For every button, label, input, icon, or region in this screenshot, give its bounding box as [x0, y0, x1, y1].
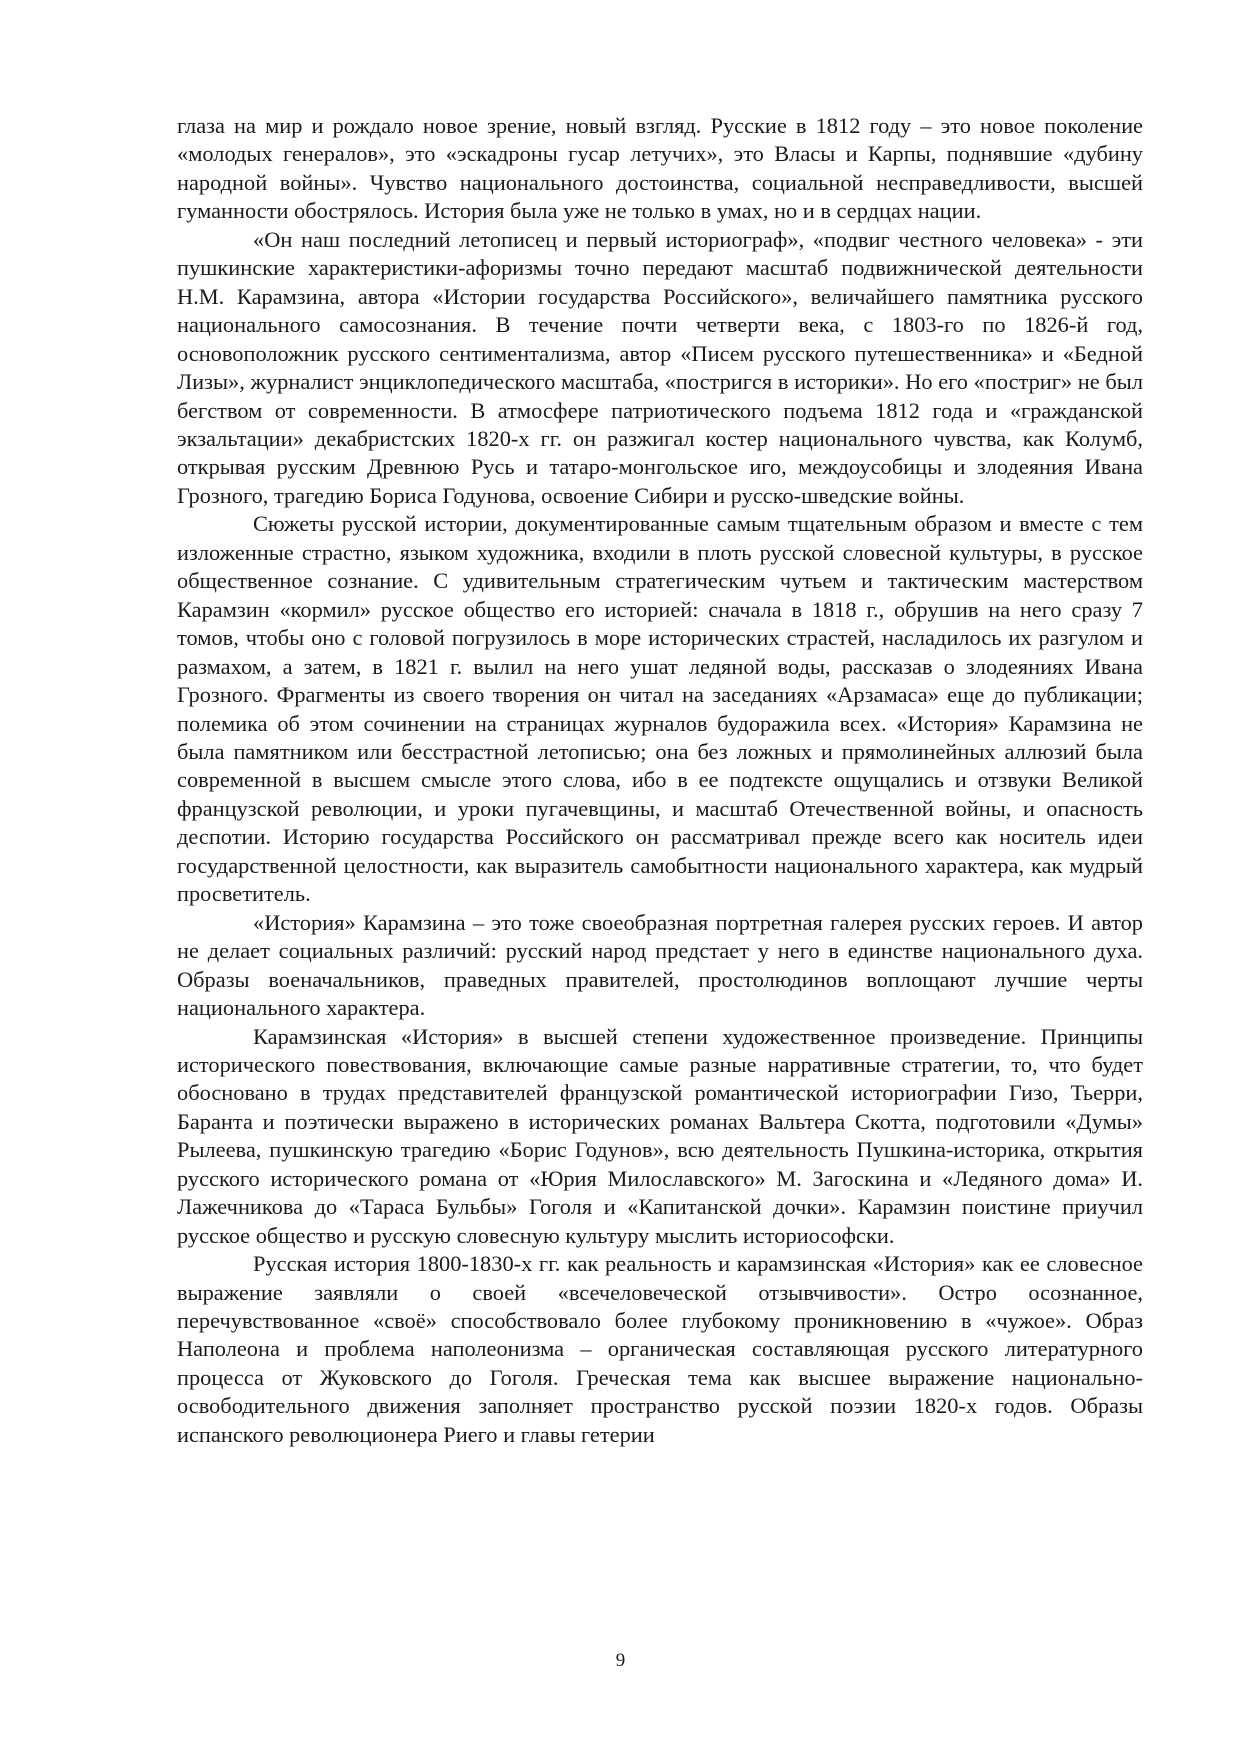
paragraph: глаза на мир и рождало новое зрение, новый взгляд. Русские в 1812 году – это новое поколение «молодых генералов», это «эскадроны гусар летучих», это Власы и Карпы, поднявшие «дубину народной войны». Чувство национального достоинства, социальной несправедливости, высшей гуманности обострялось. История была уже не только в умах, но и в сердцах нации. — [177, 113, 1143, 224]
page-number: 9 — [615, 1650, 626, 1671]
paragraph: «История» Карамзина – это тоже своеобразная портретная галерея русских героев. И автор не делает социальных различий: русский народ предстает у него в единстве национального духа. Образы военачальников, праведных правителей, простолюдинов воплощают лучшие черты национального характера. — [177, 909, 1143, 1021]
document-body — [177, 112, 1143, 1449]
paragraph: Сюжеты русской истории, документированные самым тщательным образом и вместе с тем изложенные страстно, языком художника, входили в плоть русской словесной культуры, в русское общественное сознание. С удивительным стратегическим чутьем и тактическим мастерством Карамзин «кормил» русское общество его историей: сначала в 1818 г., обрушив на него сразу 7 томов, чтобы оно с головой погрузилось в море исторических страстей, насладилось их разгулом и размахом, а затем, в 1821 г. вылил на него ушат ледяной воды, рассказав о злодеяниях Ивана Грозного. Фрагменты из своего творения он читал на заседаниях «Арзамаса» еще до публикации; полемика об этом сочинении на страницах журналов будоражила всех. «История» Карамзина не была памятником или бесстрастной летописью; она без ложных и прямолинейных аллюзий была современной в высшем смысле этого слова, ибо в ее подтексте ощущались и отзвуки Великой французской революции, и уроки пугачевщины, и масштаб Отечественной войны, и опасность деспотии. Историю государства Российского он рассматривал прежде всего как носитель идеи государственной целостности, как выразитель самобытности национального характера, как мудрый просветитель. — [177, 511, 1143, 907]
paragraph: Карамзинская «История» в высшей степени художественное произведение. Принципы исторического повествования, включающие самые разные нарративные стратегии, то, что будет обосновано в трудах представителей французской романтической историографии Гизо, Тьерри, Баранта и поэтически выражено в исторических романах Вальтера Скотта, подготовили «Думы» Рылеева, пушкинскую трагедию «Борис Годунов», всю деятельность Пушкина-историка, открытия русского исторического романа от «Юрия Милославского» М. Загоскина и «Ледяного дома» И. Лажечникова до «Тараса Бульбы» Гоголя и «Капитанской дочки». Карамзин поистине приучил русское общество и русскую словесную культуру мыслить историософски. — [177, 1023, 1143, 1248]
paragraph: «Он наш последний летописец и первый историограф», «подвиг честного человека» - эти пушкинские характеристики-афоризмы точно передают масштаб подвижнической деятельности Н.М. Карамзина, автора «Истории государства Российского», величайшего памятника русского национального самосознания. В течение почти четверти века, с 1803-го по 1826-й год, основоположник русского сентиментализма, автор «Писем русского путешественника» и «Бедной Лизы», журналист энциклопедического масштаба, «постригся в историки». Но его «постриг» не был бегством от современности. В атмосфере патриотического подъема 1812 года и «гражданской экзальтации» декабристских 1820-х гг. он разжигал костер национального чувства, как Колумб, открывая русским Древнюю Русь и татаро-монгольское иго, междоусобицы и злодеяния Ивана Грозного, трагедию Бориса Годунова, освоение Сибири и русско-шведские войны. — [177, 226, 1143, 508]
paragraph: Русская история 1800-1830-х гг. как реальность и карамзинская «История» как ее словесное выражение заявляли о своей «всечеловеческой отзывчивости». Остро осознанное, перечувствованное «своё» способствовало более глубокому проникновению в «чужое». Образ Наполеона и проблема наполеонизма – органическая составляющая русского литературного процесса от Жуковского до Гоголя. Греческая тема как высшее выражение национально-освободительного движения заполняет пространство русской поэзии 1820-х годов. Образы испанского революционера Риего и главы гетерии — [177, 1251, 1143, 1447]
